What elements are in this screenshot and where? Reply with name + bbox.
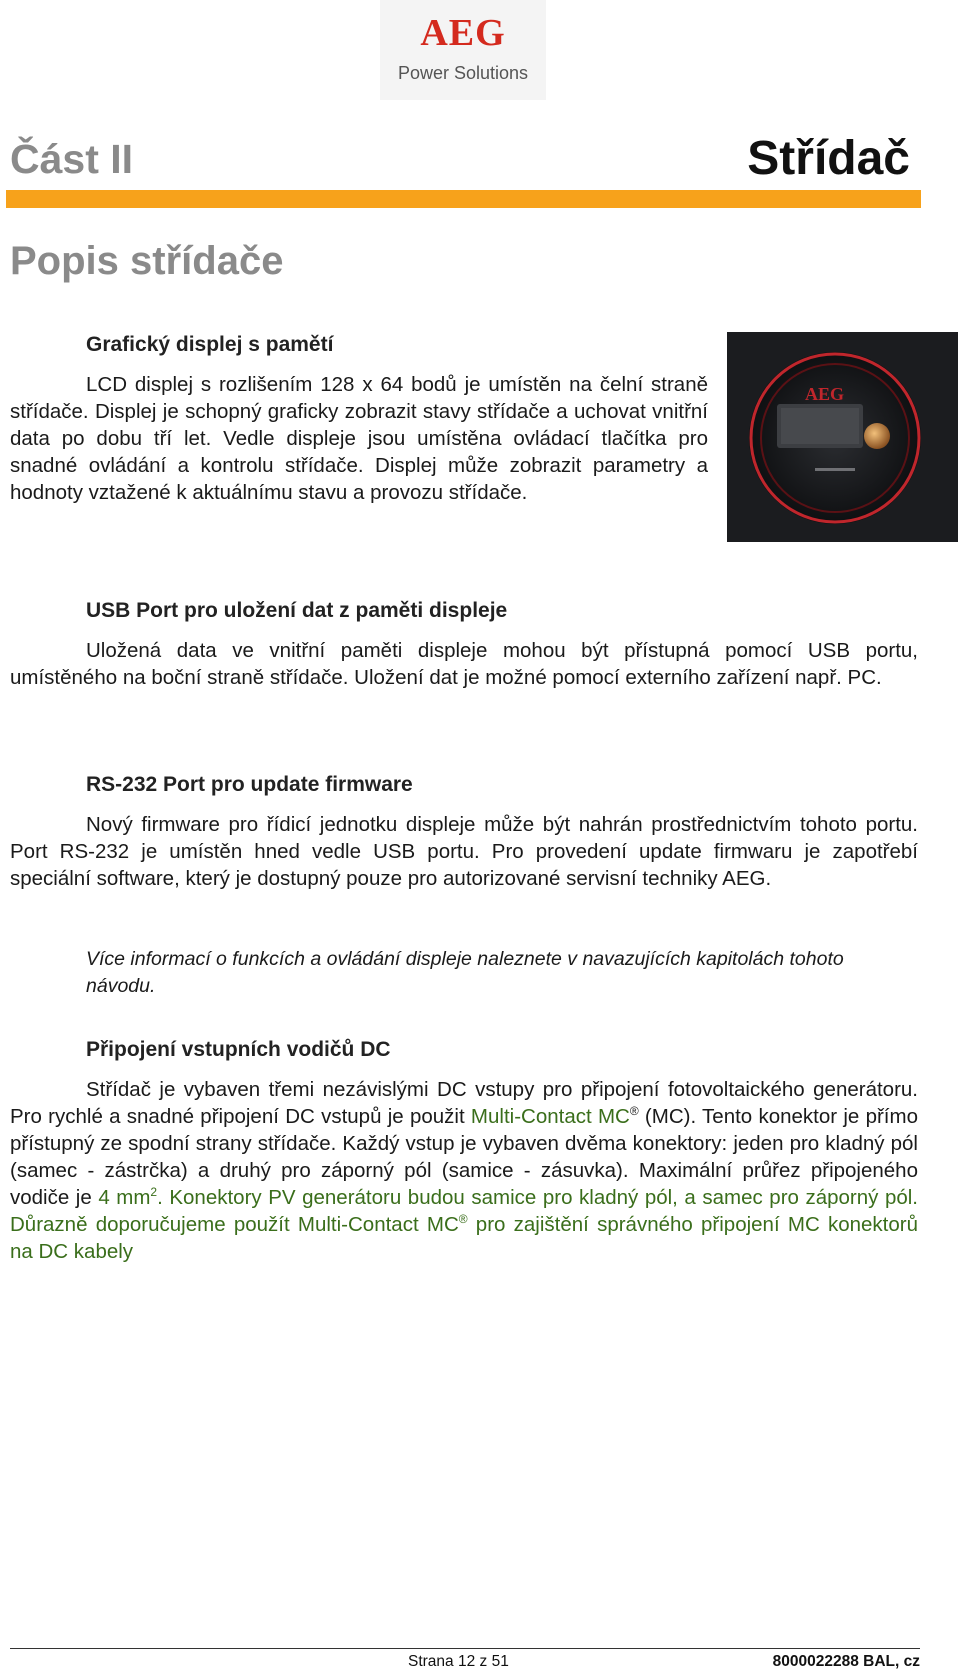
dc-heading: Připojení vstupních vodičů DC	[86, 1038, 391, 1061]
aeg-logo	[380, 0, 546, 100]
logo-brand: AEG	[420, 12, 506, 54]
usb-heading: USB Port pro uložení dat z paměti displeje	[86, 599, 508, 622]
chapter-title: Střídač	[747, 132, 910, 185]
note-paragraph: Více informací o funkcích a ovládání displeje naleznete v navazujících kapitolách tohoto návodu.	[86, 948, 844, 997]
wire-size: 4 mm	[98, 1186, 151, 1209]
inverter-display-photo-icon	[727, 332, 958, 542]
dc-paragraph	[10, 1076, 918, 1265]
part-label: Část II	[10, 136, 134, 182]
dc-green-text-2: pro zajištění správného připojení MC konektorů na DC kabely	[10, 1213, 918, 1263]
registered-mark-2: ®	[458, 1212, 468, 1227]
rs232-paragraph: Nový firmware pro řídicí jednotku displeje může být nahrán prostřednictvím tohoto portu. Port RS-232 je umístěn hned vedle USB portu. Pro provedení update firmwaru je zapotřebí speciální software, který je dostupný pouze pro autorizované servisní techniky AEG.	[10, 813, 918, 890]
display-paragraph: LCD displej s rozlišením 128 x 64 bodů je umístěn na čelní straně střídače. Displej je schopný graficky zobrazit stavy střídače a uchovat vnitřní data po dobu tří let. Vedle displeje jsou umístěna ovládací tlačítka pro snadné ovládání a kontrolu střídače. Displej může zobrazit parametry a hodnoty vztažené k aktuálnímu stavu a provozu střídače.	[10, 373, 708, 504]
logo-subtitle: Power Solutions	[397, 63, 529, 83]
dc-text-2: (MC). Tento konektor je přímo přístupný ze spodní strany střídače. Každý vstup je vybaven dvěma konektory: jeden pro kladný pól (samec - zástrčka) a druhý pro záporný pól (samice - zásuvka). Maximální průřez připojeného vodiče je	[10, 1105, 918, 1209]
photo-brand: AEG	[805, 384, 845, 404]
section-title: Popis střídače	[10, 239, 284, 283]
registered-mark: ®	[629, 1104, 639, 1119]
footer-page-number: Strana 12 z 51	[408, 1653, 509, 1670]
dc-green-text-1: Konektory PV generátoru budou samice pro kladný pól, a samec pro záporný pól. Důrazně doporučujeme použít Multi-Contact MC	[10, 1186, 918, 1236]
dc-text-1: Střídač je vybaven třemi nezávislými DC vstupy pro připojení fotovoltaického generátoru. Pro rychlé a snadné připojení DC vstupů je použit	[10, 1078, 918, 1128]
usb-paragraph: Uložená data ve vnitřní paměti displeje mohou být přístupná pomocí USB portu, umístěného na boční straně střídače. Uložení dat je možné pomocí externího zařízení např. PC.	[10, 639, 918, 689]
wire-size-exponent: 2	[150, 1185, 158, 1200]
footer-divider	[10, 1648, 920, 1649]
display-heading: Grafický displej s pamětí	[86, 333, 334, 356]
rs232-heading: RS-232 Port pro update firmware	[86, 773, 413, 796]
footer-document-id: 8000022288 BAL, cz	[772, 1653, 920, 1670]
wire-size-period: .	[157, 1186, 163, 1209]
header-divider	[6, 190, 921, 208]
multicontact-link: Multi-Contact MC	[470, 1105, 630, 1128]
